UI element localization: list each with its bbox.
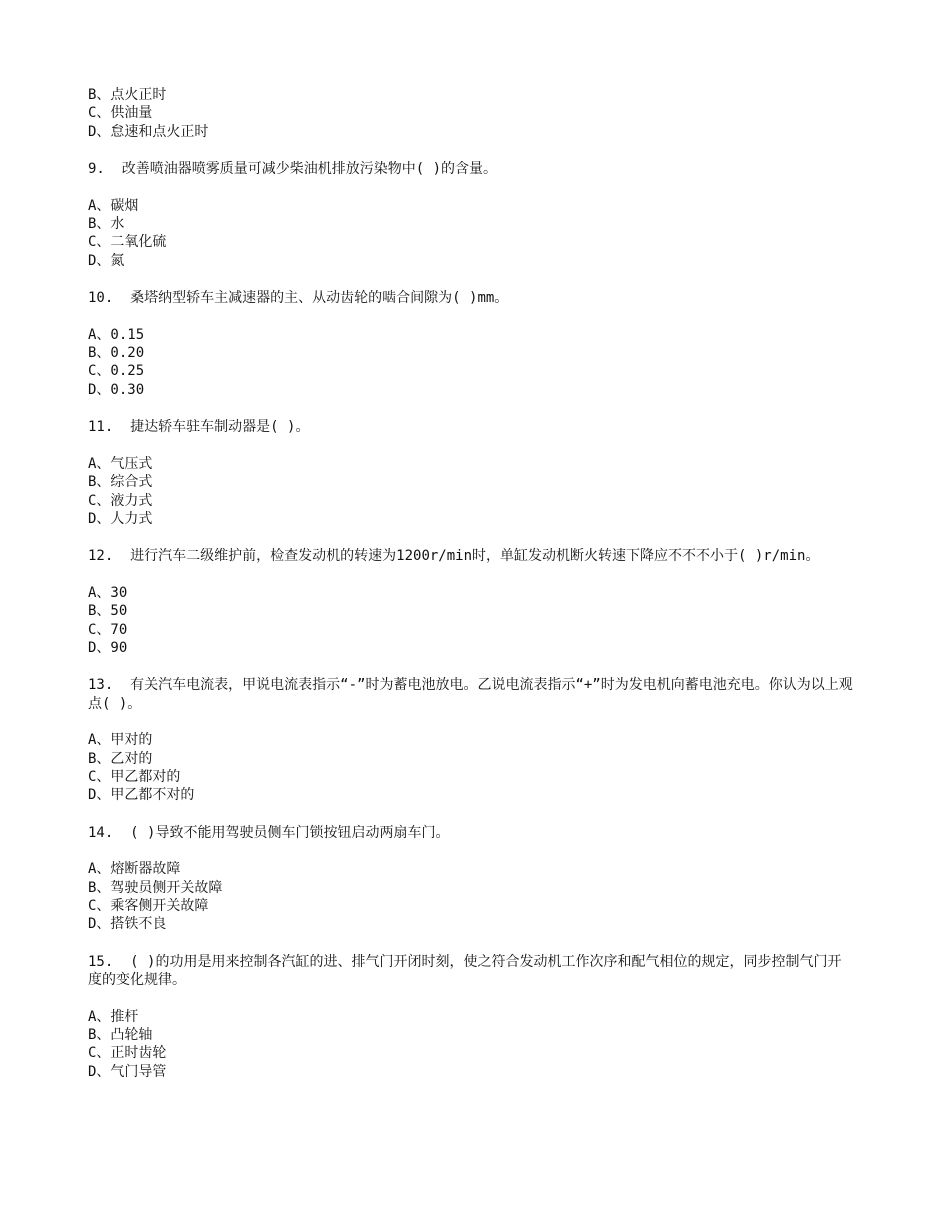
question-12 <box>88 547 868 565</box>
option-d: D、甲乙都不对的 <box>88 787 195 804</box>
question-15 <box>88 953 868 971</box>
option-d: D、怠速和点火正时 <box>88 123 209 140</box>
option-a: A、0.15 <box>88 326 145 343</box>
option-b: B、驾驶员侧开关故障 <box>88 879 223 896</box>
option-c: C、乘客侧开关故障 <box>88 898 209 914</box>
question-text: 有关汽车电流表，甲说电流表指示“-”时为蓄电池放电。乙说电流表指示“+”时为发电机向蓄电池充电。你认为以上观 <box>130 677 853 694</box>
option-list <box>88 860 868 934</box>
option-a: A、推杆 <box>88 1008 139 1025</box>
question-text: 捷达轿车驻车制动器是( )。 <box>130 419 310 436</box>
option-a: A、熔断器故障 <box>88 861 181 878</box>
option-c: C、0.25 <box>88 363 145 380</box>
option-c: C、正时齿轮 <box>88 1045 167 1062</box>
option-list <box>88 197 868 271</box>
question-number: 9. <box>88 161 122 178</box>
question-number: 12. <box>88 548 131 565</box>
option-b: B、0.20 <box>88 345 145 362</box>
option-a: A、30 <box>88 584 128 601</box>
question-number: 13. <box>88 677 131 694</box>
option-d: D、气门导管 <box>88 1063 167 1080</box>
question-text: 桑塔纳型轿车主减速器的主、从动齿轮的啮合间隙为( )mm。 <box>130 290 509 307</box>
question-number: 10. <box>88 290 131 307</box>
option-a: A、气压式 <box>88 455 153 472</box>
option-list <box>88 1008 868 1082</box>
option-b: B、水 <box>88 216 125 233</box>
option-c: C、液力式 <box>88 492 153 509</box>
option-d: D、人力式 <box>88 510 153 527</box>
option-d: D、0.30 <box>88 381 145 398</box>
question-13 <box>88 676 868 694</box>
option-c: C、70 <box>88 621 128 638</box>
option-b: B、50 <box>88 603 128 620</box>
option-list <box>88 731 868 805</box>
question-text: 改善喷油器喷雾质量可减少柴油机排放污染物中( )的含量。 <box>121 161 498 178</box>
exam-page <box>88 86 868 1081</box>
option-d: D、搭铁不良 <box>88 916 167 933</box>
option-a: A、甲对的 <box>88 732 153 749</box>
question-text: ( )导致不能用驾驶员侧车门锁按钮启动两扇车门。 <box>130 824 450 841</box>
option-a: A、碳烟 <box>88 197 139 214</box>
question-11 <box>88 418 868 436</box>
option-b: B、点火正时 <box>88 87 167 103</box>
option-b: B、乙对的 <box>88 750 153 767</box>
option-c: C、供油量 <box>88 105 153 122</box>
question-text: ( )的功用是用来控制各汽缸的进、排气门开闭时刻，使之符合发动机工作次序和配气相位的规定，同步控制气门开 <box>130 953 842 970</box>
question-text-continued: 点( )。 <box>88 695 142 712</box>
question-text: 进行汽车二级维护前，检查发动机的转速为1200r/min时，单缸发动机断火转速下降应不不不小于( )r/min。 <box>130 548 820 565</box>
option-list <box>88 326 868 400</box>
option-list <box>88 584 868 658</box>
option-b: B、综合式 <box>88 474 153 491</box>
lead-option-list <box>88 86 868 141</box>
option-list <box>88 455 868 529</box>
option-c: C、二氧化硫 <box>88 234 167 251</box>
option-c: C、甲乙都对的 <box>88 768 181 785</box>
question-9 <box>88 160 868 178</box>
question-14 <box>88 824 868 842</box>
question-text-continued: 度的变化规律。 <box>88 972 186 989</box>
question-number: 11. <box>88 419 131 436</box>
option-d: D、90 <box>88 639 128 656</box>
question-number: 15. <box>88 953 131 970</box>
question-number: 14. <box>88 824 131 841</box>
question-10 <box>88 289 868 307</box>
option-d: D、氮 <box>88 252 125 269</box>
option-b: B、凸轮轴 <box>88 1027 153 1044</box>
